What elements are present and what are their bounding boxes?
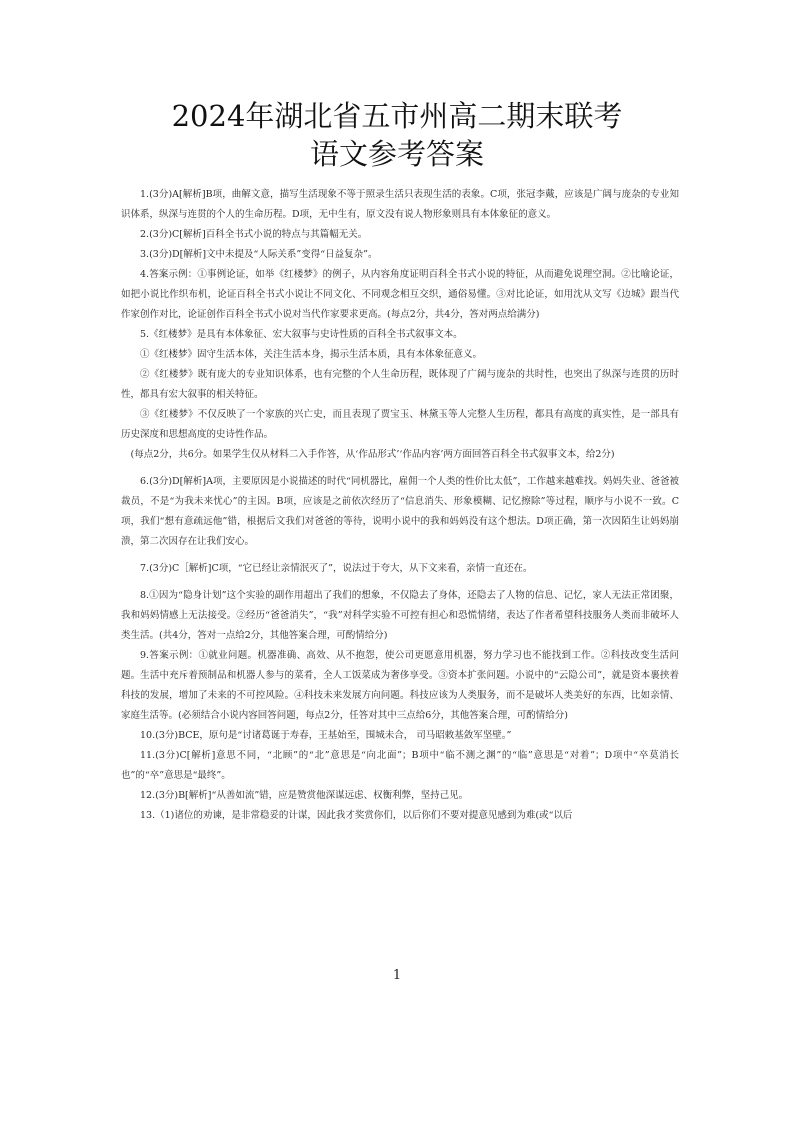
- answer-9: 9.答案示例：①就业问题。机器准确、高效、从不抱怨，使公司更愿意用机器，努力学习也不能找到工作。②科技改变生活问题。生活中充斥着预制品和机器人参与的菜肴，全人工饭菜成为奢侈享受。③资本扩张问题。小说中的“云隐公司”，就是资本裹挟着科技的发展，增加了未来的不可控风险。④科技未来发展方向问题。科技应该为人类服务，而不是破坏人类美好的东西，比如亲情、家庭生活等。(必须结合小说内容回答问题，每点2分，任答对其中三点给6分，其他答案合理，可酌情给分): [121, 650, 679, 721]
- answer-5-scoring-note: (每点2分，共6分。如果学生仅从材料二入手作答，从‘作品形式’‘作品内容’两方面回答百科全书式叙事文本，给2分): [130, 449, 615, 460]
- answer-body: [121, 185, 679, 826]
- answer-7: 7.(3分)C［解析]C项，“它已经让亲情泯灭了”，说法过于夸大，从下文来看，亲情一直还在。: [140, 563, 533, 574]
- answer-6: 6.(3分)D[解析]A项，主要原因是小说描述的时代“同机器比，雇佣一个人类的性价比太低”，工作越来越难找。妈妈失业、爸爸被裁员，不是“为我未来忧心”的主因。B项，应该是之前依次经历了“信息消失、形象模糊、记忆擦除”等过程，顺序与小说不一致。C项，我们“想有意疏远他”错，根据后文我们对爸爸的等待，说明小说中的我和妈妈没有这个想法。D项正确，第一次因陌生让妈妈崩溃，第二次因存在让我们安心。: [121, 476, 679, 547]
- document-subtitle: 语文参考答案: [309, 137, 484, 171]
- answer-2: 2.(3分)C[解析]百科全书式小说的特点与其篇幅无关。: [140, 229, 368, 240]
- page-number: 1: [392, 968, 402, 983]
- answer-5: 5.《红楼梦》是具有本体象征、宏大叙事与史诗性质的百科全书式叙事文本。: [140, 329, 463, 340]
- answer-5-point-2: ②《红楼梦》既有庞大的专业知识体系，也有完整的个人生命历程，既体现了广阔与庞杂的共时性，也突出了纵深与连贯的历时性，都具有宏大叙事的相关特征。: [121, 369, 679, 400]
- answer-13: 13.（1)诸位的劝谏，是非常稳妥的计谋，因此我才奖赏你们，以后你们不要对提意见感到为难(或“以后: [140, 810, 573, 821]
- answer-12: 12.(3分)B[解析]“从善如流”错，应是赞赏他深谋远虑、权衡利弊，坚持己见。: [140, 790, 469, 801]
- answer-3: 3.(3分)D[解析]文中未提及“人际关系”变得“日益复杂”。: [140, 249, 378, 260]
- answer-8: 8.①因为“隐身计划”这个实验的副作用超出了我们的想象，不仅隐去了身体，还隐去了人物的信息、记忆，家人无法正常团聚，我和妈妈情感上无法接受。②经历“爸爸消失”，“我”对科学实验不可控有担心和恐慌情绪，表达了作者希望科技服务人类而非破坏人类生活。(共4分，答对一点给2分，其他答案合理，可酌情给分): [121, 590, 679, 641]
- answer-10: 10.(3分)BCE，原句是“讨诸葛诞于寿春，王基始至，围城未合， 司马昭敕基敛军坚壁。”: [140, 730, 512, 741]
- answer-11: 11.(3分)C[解析]意思不同，“北顾”的“北”意思是“向北面”；B项中“临不测之渊”的“临”意思是“对着”；D项中“卒莫消长也”的“卒”意思是“最终”。: [121, 750, 679, 781]
- answer-5-point-1: ①《红楼梦》固守生活本体，关注生活本身，揭示生活本质，具有本体象征意义。: [140, 349, 483, 360]
- answer-5-point-3: ③《红楼梦》不仅反映了一个家族的兴亡史，而且表现了贾宝玉、林黛玉等人完整人生历程，都具有高度的真实性，是一部具有历史深度和思想高度的史诗性作品。: [121, 409, 679, 440]
- document-title: 2024年湖北省五市州高二期末联考: [171, 99, 623, 133]
- answer-4: 4.答案示例：①事例论证，如举《红楼梦》的例子，从内容角度证明百科全书式小说的特征，从而避免说理空洞。②比喻论证，如把小说比作织布机，论证百科全书式小说让不同文化、不同观念相互交织，通俗易懂。③对比论证，如用沈从文写《边城》跟当代作家创作对比，论证创作百科全书式小说对当代作家要求更高。(每点2分，共4分，答对两点给满分): [121, 269, 679, 320]
- answer-1: 1.(3分)A[解析]B项，曲解文意，描写生活现象不等于照录生活只表现生活的表象。C项，张冠李戴，应该是广阔与庞杂的专业知识体系，纵深与连贯的个人的生命历程。D项，无中生有，原文没有说人物形象则具有本体象征的意义。: [121, 189, 679, 220]
